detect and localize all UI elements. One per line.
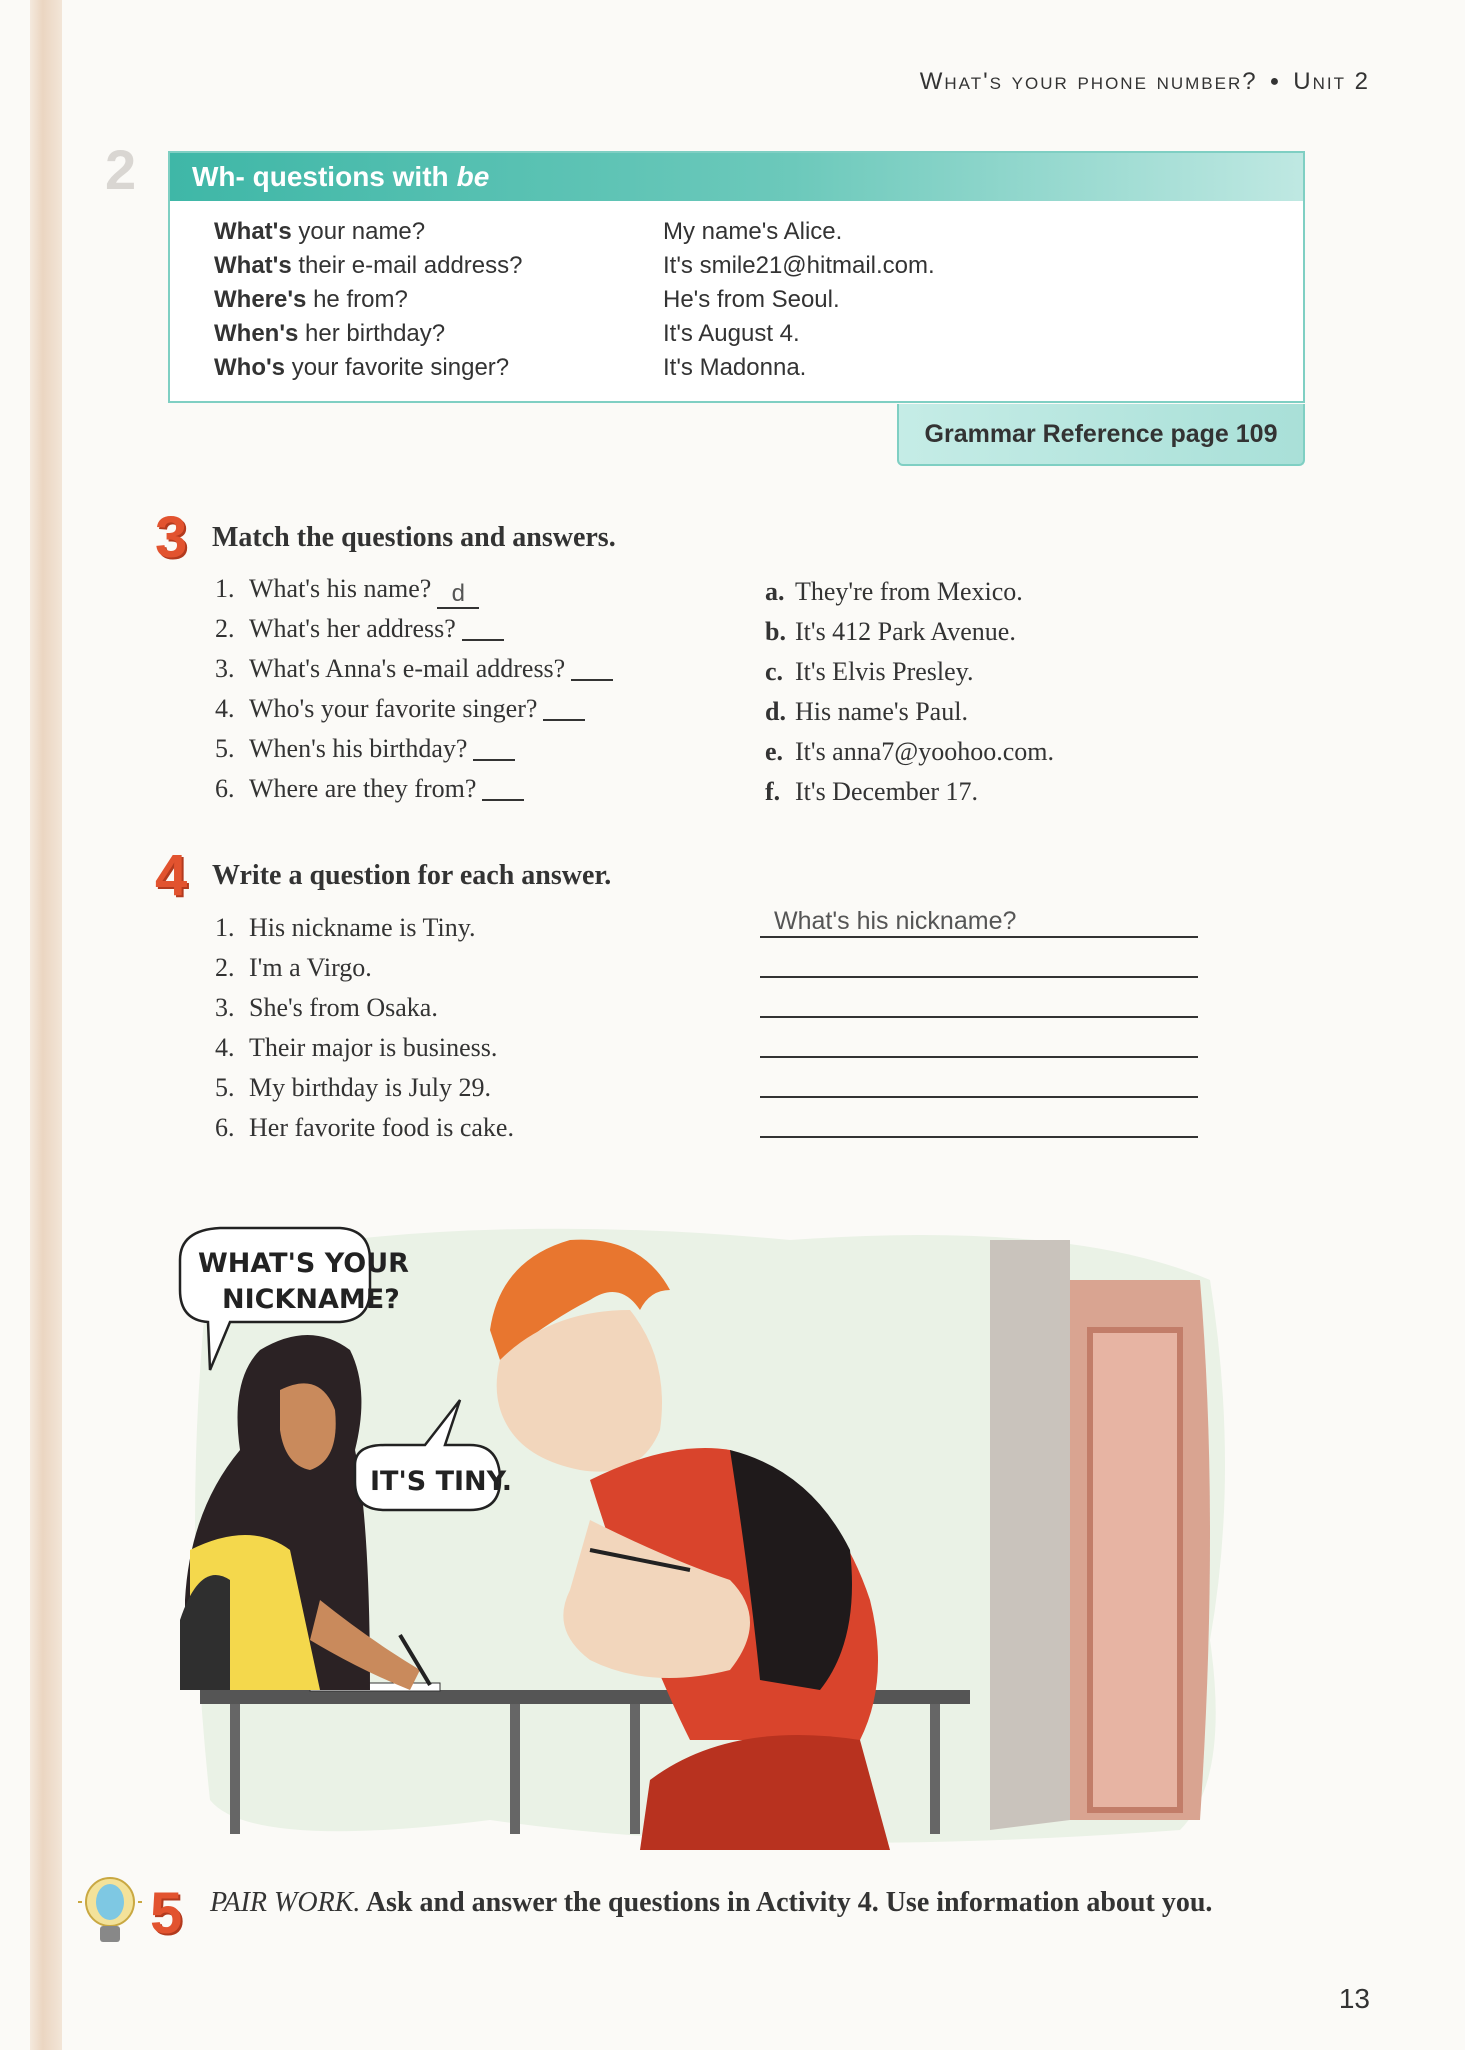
bubble-girl-line2: NICKNAME? <box>222 1284 400 1315</box>
bullet-icon: ● <box>1269 73 1282 90</box>
ex4-answer-line[interactable]: What's his nickname? <box>760 904 1198 938</box>
ex4-prompt: 3. She's from Osaka. <box>215 993 438 1022</box>
ex3-answer: b. It's 412 Park Avenue. <box>765 617 1016 646</box>
section-tab-icon: 2 <box>105 138 137 201</box>
exercise-3-number: 3 <box>155 505 188 570</box>
ex4-answer-line[interactable] <box>760 984 1198 1018</box>
desk-leg <box>930 1704 940 1834</box>
grammar-answer: He's from Seoul. <box>663 286 840 313</box>
exercise-5-text: Ask and answer the questions in Activity 4. Use information about you. <box>360 1887 1213 1918</box>
ex4-prompt: 6. Her favorite food is cake. <box>215 1113 514 1142</box>
grammar-answer: It's Madonna. <box>663 354 807 381</box>
grammar-answer: It's August 4. <box>663 320 800 347</box>
ex3-question: 5. When's his birthday? <box>215 730 515 768</box>
exercise-3-title: Match the questions and answers. <box>212 522 616 553</box>
grammar-question: What's their e-mail address? <box>214 252 523 279</box>
grammar-answer: It's smile21@hitmail.com. <box>663 252 935 279</box>
ex3-answer: a. They're from Mexico. <box>765 577 1023 606</box>
ex3-question: 4. Who's your favorite singer? <box>215 690 585 728</box>
door-frame <box>990 1240 1070 1830</box>
ex3-question: 1. What's his name? d <box>215 570 479 608</box>
header-title: What's your phone number? <box>919 68 1258 95</box>
bubble-girl-line1: WHAT'S YOUR <box>198 1248 409 1279</box>
ex4-prompt: 5. My birthday is July 29. <box>215 1073 491 1102</box>
ex3-answer: e. It's anna7@yoohoo.com. <box>765 737 1054 766</box>
ex4-answer-line[interactable] <box>760 1024 1198 1058</box>
exercise-4-title: Write a question for each answer. <box>212 860 612 891</box>
grammar-box <box>168 151 1305 403</box>
grammar-title: Wh- questions with <box>192 161 449 192</box>
grammar-question: What's your name? <box>214 218 426 245</box>
ex4-prompt: 2. I'm a Virgo. <box>215 953 372 982</box>
page-number: 13 <box>1338 1983 1370 2014</box>
comic-illustration <box>170 1220 1240 1850</box>
ex3-question: 2. What's her address? <box>215 610 504 648</box>
door-inset <box>1090 1330 1180 1810</box>
exercise-5-instructions <box>210 1886 1270 1920</box>
desk-left <box>200 1690 560 1704</box>
ex3-answer: f. It's December 17. <box>765 777 979 806</box>
answer-blank[interactable] <box>462 615 504 641</box>
answer-blank[interactable] <box>473 735 515 761</box>
grammar-question: When's her birthday? <box>214 320 446 347</box>
answer-blank[interactable] <box>543 695 585 721</box>
ex4-answer-line[interactable] <box>760 944 1198 978</box>
answer-blank[interactable] <box>571 655 613 681</box>
ex3-question: 6. Where are they from? <box>215 770 524 808</box>
exercise-5-number: 5 <box>150 1881 183 1946</box>
ex4-answer-line[interactable] <box>760 1064 1198 1098</box>
answer-blank[interactable] <box>482 775 524 801</box>
grammar-reference-tab: Grammar Reference page 109 <box>897 404 1305 466</box>
ex3-question: 3. What's Anna's e-mail address? <box>215 650 613 688</box>
grammar-title-bar <box>170 153 1303 201</box>
header-unit: Unit 2 <box>1293 68 1370 95</box>
pair-work-label: PAIR WORK. <box>210 1887 361 1918</box>
grammar-question: Who's your favorite singer? <box>214 354 510 381</box>
ex3-answer: d. His name's Paul. <box>765 697 968 726</box>
bubble-boy-text: IT'S TINY. <box>370 1466 512 1497</box>
grammar-title-be: be <box>456 161 490 192</box>
ex4-prompt: 4. Their major is business. <box>215 1033 498 1062</box>
answer-blank[interactable]: d <box>437 583 479 609</box>
desk-leg <box>510 1704 520 1834</box>
ex3-answer: c. It's Elvis Presley. <box>765 657 974 686</box>
ex4-prompt: 1. His nickname is Tiny. <box>215 913 476 942</box>
desk-leg <box>230 1704 240 1834</box>
ex4-answer-line[interactable] <box>760 1104 1198 1138</box>
desk-leg <box>630 1704 640 1834</box>
grammar-answer: My name's Alice. <box>663 218 843 245</box>
running-header <box>920 68 1370 96</box>
page-spine-shadow <box>30 0 62 2050</box>
grammar-question: Where's he from? <box>214 286 408 313</box>
lightbulb-icon <box>78 1872 142 1952</box>
exercise-4-number: 4 <box>155 843 188 908</box>
